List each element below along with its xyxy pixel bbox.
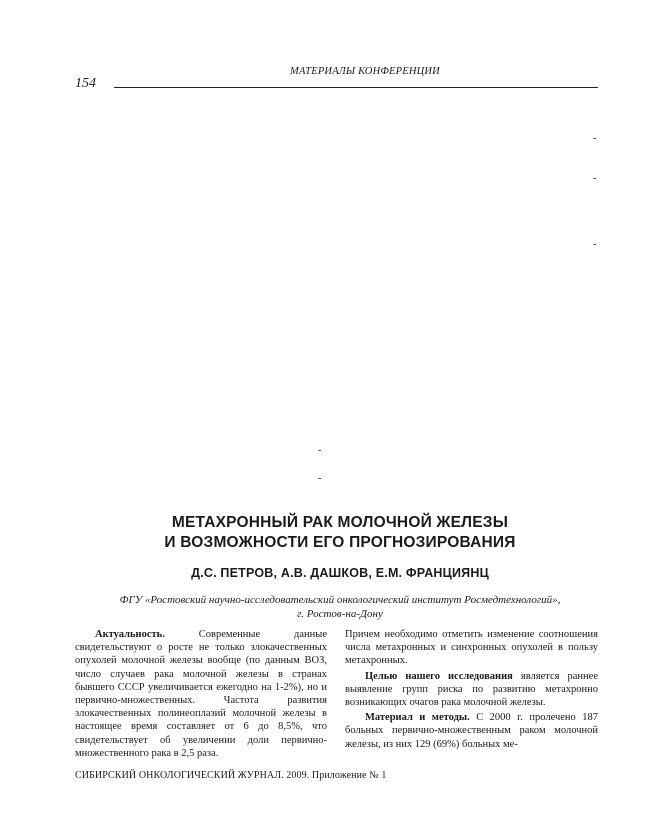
paragraph-text: является раннее выявление групп риска по развитию метахронно возникающих очагов рака молочной железы. — [345, 670, 598, 709]
article-title-line-1: МЕТАХРОННЫЙ РАК МОЛОЧНОЙ ЖЕЛЕЗЫ — [171, 514, 509, 531]
article-title — [80, 513, 600, 553]
affiliation-line-2: г. Ростов-на-Дону — [297, 608, 383, 620]
body-column-right — [345, 628, 598, 753]
header-rule — [114, 87, 598, 88]
paragraph-aim — [345, 670, 598, 710]
affiliation-line-1: ФГУ «Ростовский научно-исследовательский онкологический институт Росмедтехнологий», — [119, 594, 561, 606]
margin-mark: - — [593, 133, 597, 144]
paragraph-methods — [345, 711, 598, 751]
journal-footer: СИБИРСКИЙ ОНКОЛОГИЧЕСКИЙ ЖУРНАЛ. 2009. Приложение № 1 — [75, 770, 387, 781]
article-title-line-2: И ВОЗМОЖНОСТИ ЕГО ПРОГНОЗИРОВАНИЯ — [164, 534, 516, 551]
paragraph-lead: Материал и методы. — [365, 712, 470, 724]
paragraph-text: С 2000 г. пролечено 187 больных первично-множественным раком молочной железы, из них 129 (69%) больных ме- — [345, 712, 598, 750]
paragraph-continuation: Причем необходимо отметить изменение соотношения числа метахронных и синхронных опухолей в пользу метахронных. — [345, 629, 598, 667]
paragraph-lead: Актуальность. — [95, 629, 165, 640]
paragraph-text: Современные данные свидетельствуют о росте не только злокачественных опухолей молочной железы вообще (по данным ВОЗ, число случаев рака молочной железы в странах бывшего СССР увеличивается ежегодно на 1-2%), но и первично-множественных. Частота развития злокачественных полинеоплазий молочной железы в настоящее время составляет от 6 до 8,5%, что свидетельствует об увеличении доли первично-множественного рака в 2,5 раза. — [75, 629, 327, 759]
body-column-left — [75, 628, 327, 762]
article-affiliation — [80, 593, 600, 621]
paragraph-relevance — [75, 628, 327, 760]
running-head-title: МАТЕРИАЛЫ КОНФЕРЕНЦИИ — [290, 66, 440, 77]
margin-mark: - — [593, 173, 597, 184]
margin-mark: - — [318, 473, 322, 484]
paragraph-lead: Целью нашего исследования — [365, 670, 513, 682]
page-number: 154 — [75, 76, 96, 91]
article-authors: Д.С. ПЕТРОВ, А.В. ДАШКОВ, Е.М. ФРАНЦИЯНЦ — [191, 566, 489, 580]
margin-mark: - — [593, 239, 597, 250]
margin-mark: - — [318, 445, 322, 456]
